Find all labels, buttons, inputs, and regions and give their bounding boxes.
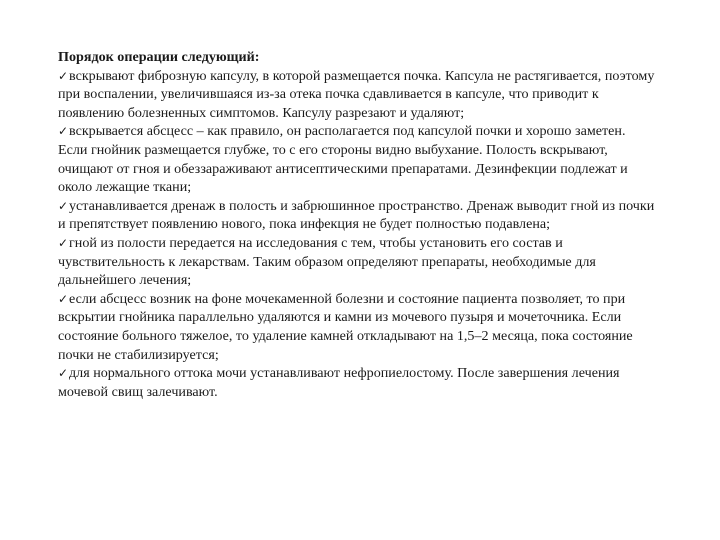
- checkmark-bullet-icon: ✓: [58, 68, 69, 83]
- list-item-text: вскрывается абсцесс – как правило, он располагается под капсулой почки и хорошо заметен. Если гнойник размещается глубже, то с его стороны видно выбухание. Полость вскрывают, очищают от гноя и обеззараживают антисептическими препаратами. Дезинфекции подлежат и около лежащие ткани;: [58, 123, 628, 196]
- checkmark-bullet-icon: ✓: [58, 198, 69, 213]
- checkmark-bullet-icon: ✓: [58, 124, 69, 139]
- list-item: [58, 197, 658, 234]
- list-item-text: гной из полости передается на исследования с тем, чтобы установить его состав и чувствительность к лекарствам. Таким образом определяют препараты, необходимые для дальнейшего лечения;: [58, 234, 596, 289]
- list-item: [58, 122, 658, 196]
- slide-heading: Порядок операции следующий:: [58, 49, 260, 65]
- list-item-text: устанавливается дренаж в полость и забрюшинное пространство. Дренаж выводит гной из почки и препятствует появлению нового, пока инфекция не будет полностью подавлена;: [58, 197, 655, 233]
- checkmark-bullet-icon: ✓: [58, 366, 69, 381]
- slide-content: [58, 48, 658, 401]
- list-item: [58, 67, 658, 123]
- list-item-text: если абсцесс возник на фоне мочекаменной болезни и состояние пациента позволяет, то при вскрытии гнойника параллельно удаляются и камни из мочевого пузыря и мочеточника. Если состояние больного тяжелое, то удаление камней откладывают на 1,5–2 месяца, пока состояние почки не стабилизируется;: [58, 290, 633, 363]
- checkmark-bullet-icon: ✓: [58, 291, 69, 306]
- list-item-text: для нормального оттока мочи устанавливают нефропиелостому. После завершения лечения мочевой свищ залечивают.: [58, 365, 620, 400]
- list-item: [58, 234, 658, 290]
- list-item-text: вскрывают фиброзную капсулу, в которой размещается почка. Капсула не растягивается, поэтому при воспалении, увеличившаяся из-за отека почка сдавливается в капсуле, что приводит к появлению болезненных симптомов. Капсулу разрезают и удаляют;: [58, 67, 655, 121]
- list-item: [58, 290, 658, 364]
- checkmark-bullet-icon: ✓: [58, 235, 69, 250]
- list-item: [58, 364, 658, 401]
